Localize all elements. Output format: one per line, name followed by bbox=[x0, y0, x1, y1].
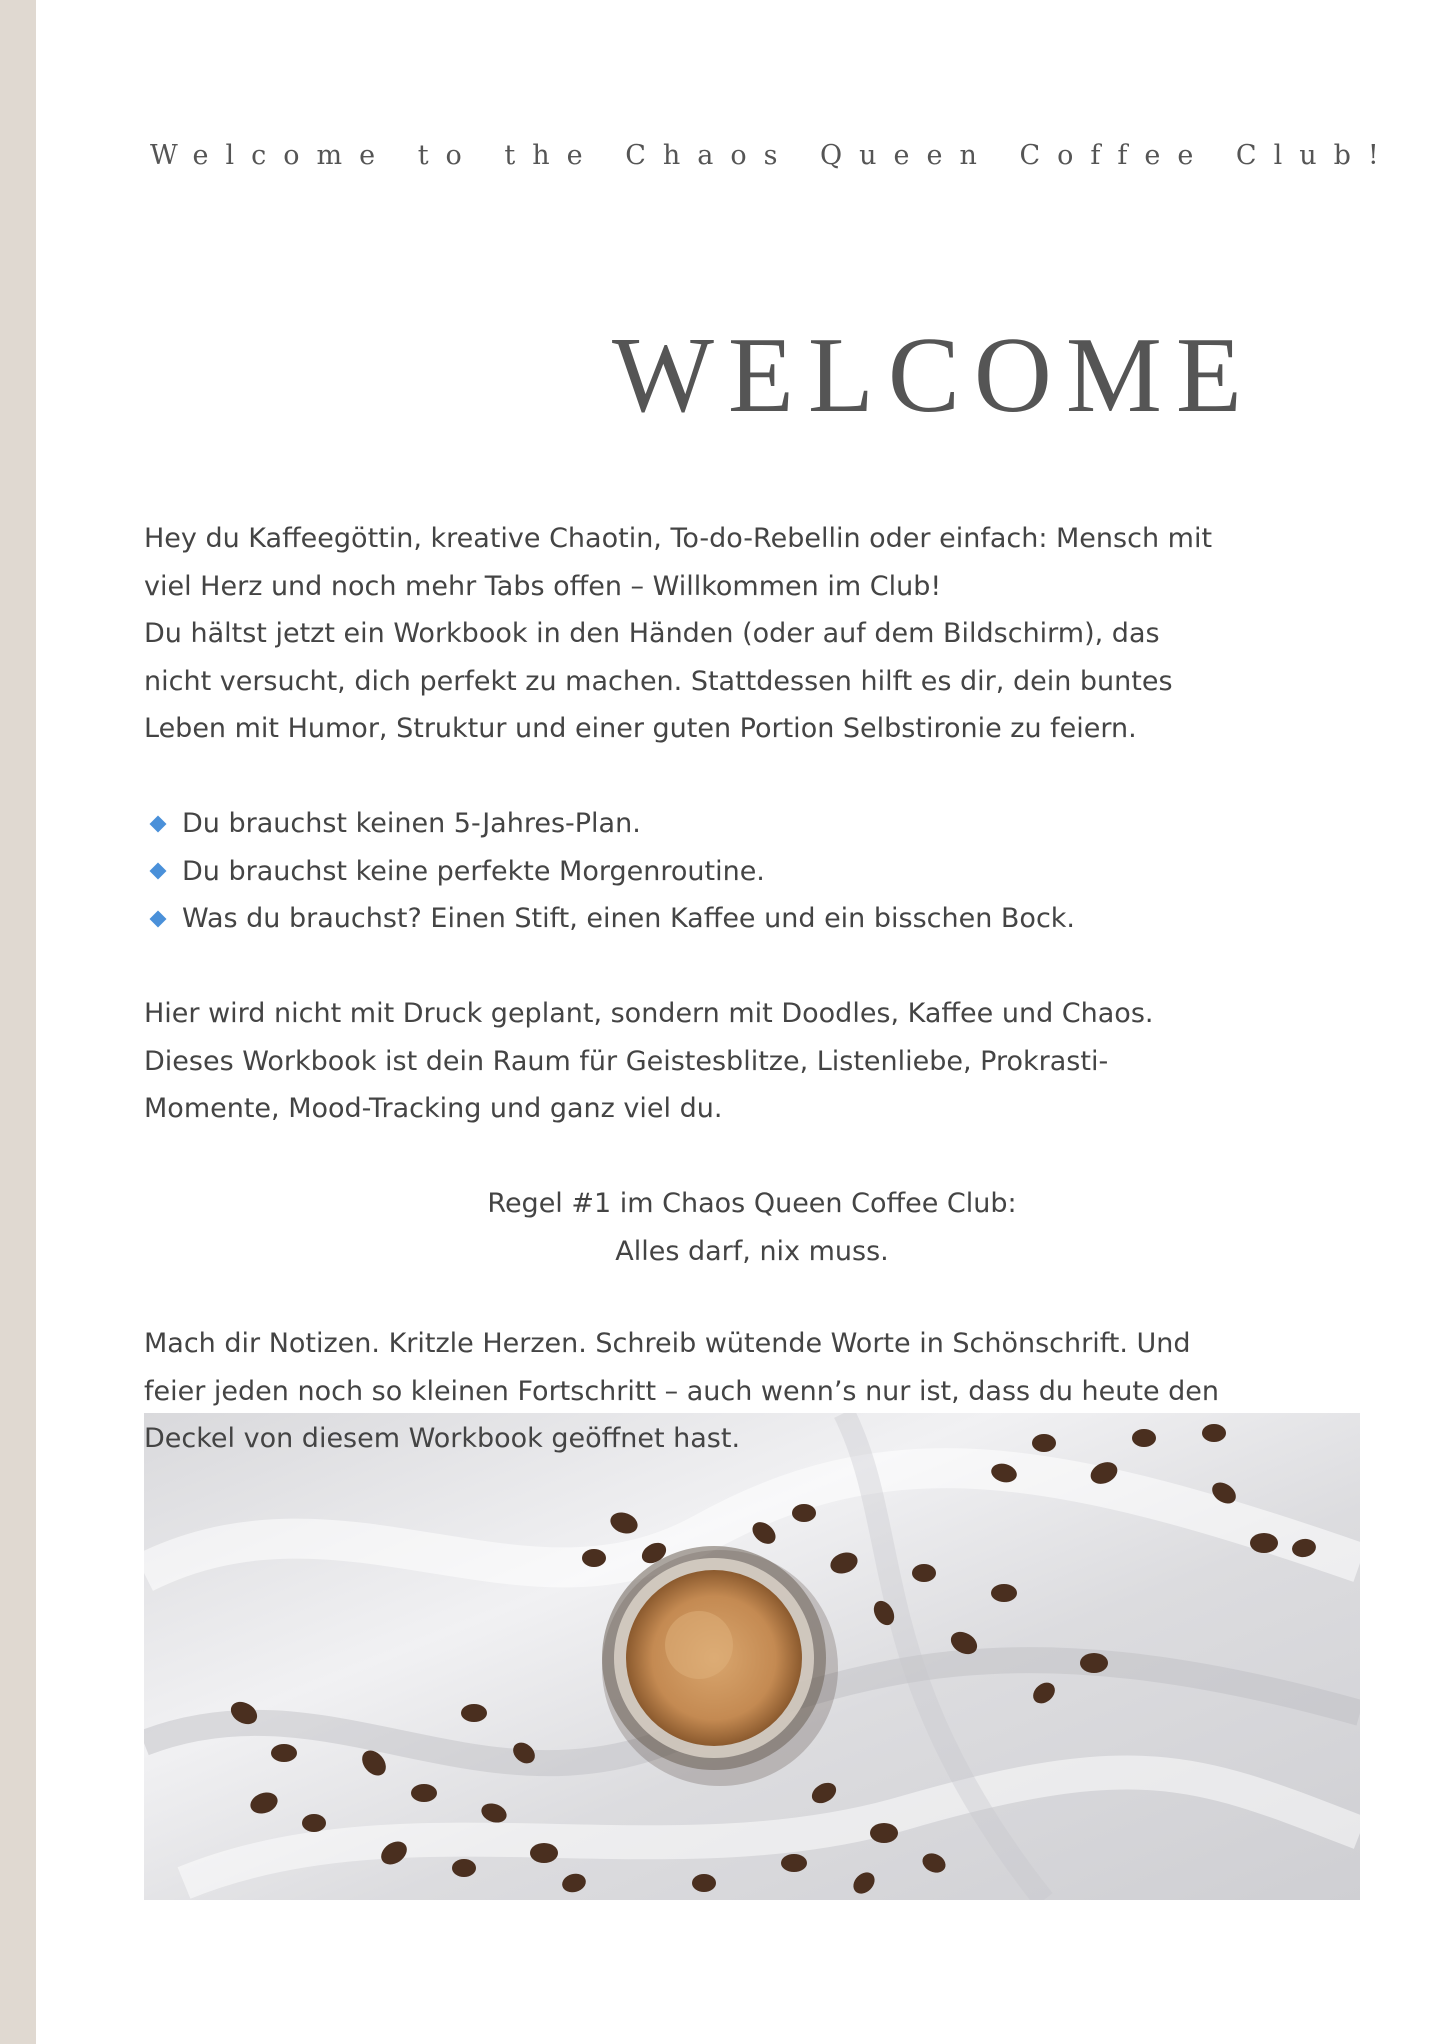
list-item-text: Was du brauchst? Einen Stift, einen Kaffee und ein bisschen Bock. bbox=[182, 903, 1076, 934]
paragraph-line: Mach dir Notizen. Kritzle Herzen. Schreib wütende Worte in Schönschrift. Und bbox=[144, 1328, 1191, 1359]
paragraph-three bbox=[144, 1320, 1364, 1463]
tagline: Welcome to the Chaos Queen Coffee Club! bbox=[150, 140, 1396, 171]
coffee-photo-illustration bbox=[144, 1413, 1360, 1900]
paragraph-line: Hier wird nicht mit Druck geplant, sondern mit Doodles, Kaffee und Chaos. bbox=[144, 998, 1154, 1029]
intro-line: Du hältst jetzt ein Workbook in den Händen (oder auf dem Bildschirm), das bbox=[144, 618, 1160, 649]
side-bar bbox=[0, 0, 36, 2044]
paragraph-line: Deckel von diesem Workbook geöffnet hast. bbox=[144, 1423, 741, 1454]
paragraph-two bbox=[144, 990, 1364, 1133]
intro-line: Leben mit Humor, Struktur und einer guten Portion Selbstironie zu feiern. bbox=[144, 713, 1137, 744]
diamond-icon bbox=[150, 815, 167, 832]
list-item-text: Du brauchst keinen 5-Jahres-Plan. bbox=[182, 808, 641, 839]
page-title: WELCOME bbox=[612, 316, 1256, 435]
intro-line: Hey du Kaffeegöttin, kreative Chaotin, To-do-Rebellin oder einfach: Mensch mit bbox=[144, 523, 1213, 554]
paragraph-line: Momente, Mood-Tracking und ganz viel du. bbox=[144, 1093, 723, 1124]
diamond-icon bbox=[150, 910, 167, 927]
intro-line: viel Herz und noch mehr Tabs offen – Willkommen im Club! bbox=[144, 570, 942, 602]
list-item bbox=[144, 848, 1364, 896]
club-rule bbox=[144, 1180, 1360, 1275]
paragraph-line: Dieses Workbook ist dein Raum für Geistesblitze, Listenliebe, Prokrasti- bbox=[144, 1045, 1109, 1077]
rule-line: Alles darf, nix muss. bbox=[615, 1235, 889, 1267]
intro-paragraph bbox=[144, 515, 1364, 753]
list-item-text: Du brauchst keine perfekte Morgenroutine. bbox=[182, 855, 765, 887]
coffee-photo bbox=[144, 1413, 1360, 1900]
list-item bbox=[144, 800, 1364, 848]
paragraph-line: feier jeden noch so kleinen Fortschritt – auch wenn’s nur ist, dass du heute den bbox=[144, 1375, 1220, 1407]
rule-line: Regel #1 im Chaos Queen Coffee Club: bbox=[487, 1188, 1017, 1219]
diamond-icon bbox=[150, 863, 167, 880]
intro-line: nicht versucht, dich perfekt zu machen. Stattdessen hilft es dir, dein buntes bbox=[144, 665, 1173, 697]
bullet-list bbox=[144, 800, 1364, 943]
list-item bbox=[144, 895, 1364, 943]
